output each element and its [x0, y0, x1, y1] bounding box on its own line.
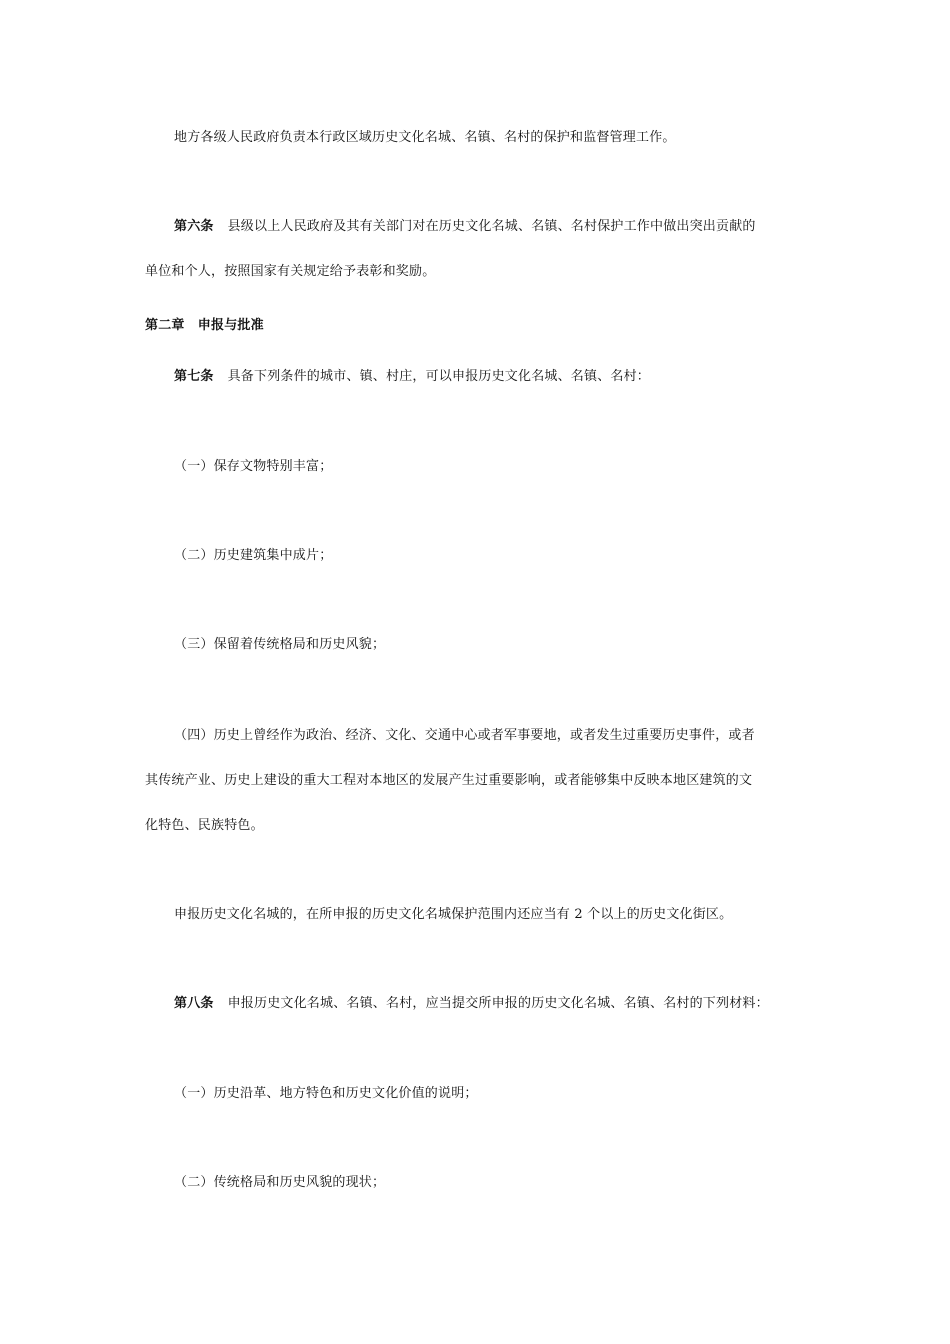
article-7-item-2: （二）历史建筑集中成片；: [174, 548, 333, 563]
article-6-label: 第六条: [174, 219, 214, 234]
article-7-item-4-line-2: 其传统产业、历史上建设的重大工程对本地区的发展产生过重要影响，或者能够集中反映本地区建筑的文: [145, 773, 753, 788]
article-7-line-1: [174, 368, 814, 386]
article-7-item-1: （一）保存文物特别丰富；: [174, 459, 333, 474]
chapter-2-heading: 第二章 申报与批准: [145, 318, 264, 333]
article-8-label: 第八条: [174, 996, 214, 1011]
article-8-line-1: [174, 995, 814, 1013]
article-8-item-2: （二）传统格局和历史风貌的现状；: [174, 1175, 386, 1190]
article-7-item-3: （三）保留着传统格局和历史风貌；: [174, 637, 386, 652]
article-6-line-1: [174, 218, 814, 236]
article-7-note: 申报历史文化名城的，在所申报的历史文化名城保护范围内还应当有 2 个以上的历史文化街区。: [174, 907, 733, 922]
article-7-text: 具备下列条件的城市、镇、村庄，可以申报历史文化名城、名镇、名村：: [227, 369, 651, 384]
article-7-item-4-line-3: 化特色、民族特色。: [145, 818, 264, 833]
article-6-line-2: 单位和个人，按照国家有关规定给予表彰和奖励。: [145, 264, 436, 279]
article-6-text: 县级以上人民政府及其有关部门对在历史文化名城、名镇、名村保护工作中做出突出贡献的: [227, 219, 756, 234]
paragraph-local-government-duty: 地方各级人民政府负责本行政区域历史文化名城、名镇、名村的保护和监督管理工作。: [174, 130, 676, 145]
article-8-text: 申报历史文化名城、名镇、名村，应当提交所申报的历史文化名城、名镇、名村的下列材料：: [227, 996, 769, 1011]
article-7-label: 第七条: [174, 369, 214, 384]
article-8-item-1: （一）历史沿革、地方特色和历史文化价值的说明；: [174, 1086, 478, 1101]
article-7-item-4-line-1: （四）历史上曾经作为政治、经济、文化、交通中心或者军事要地，或者发生过重要历史事件，或者: [174, 728, 755, 743]
